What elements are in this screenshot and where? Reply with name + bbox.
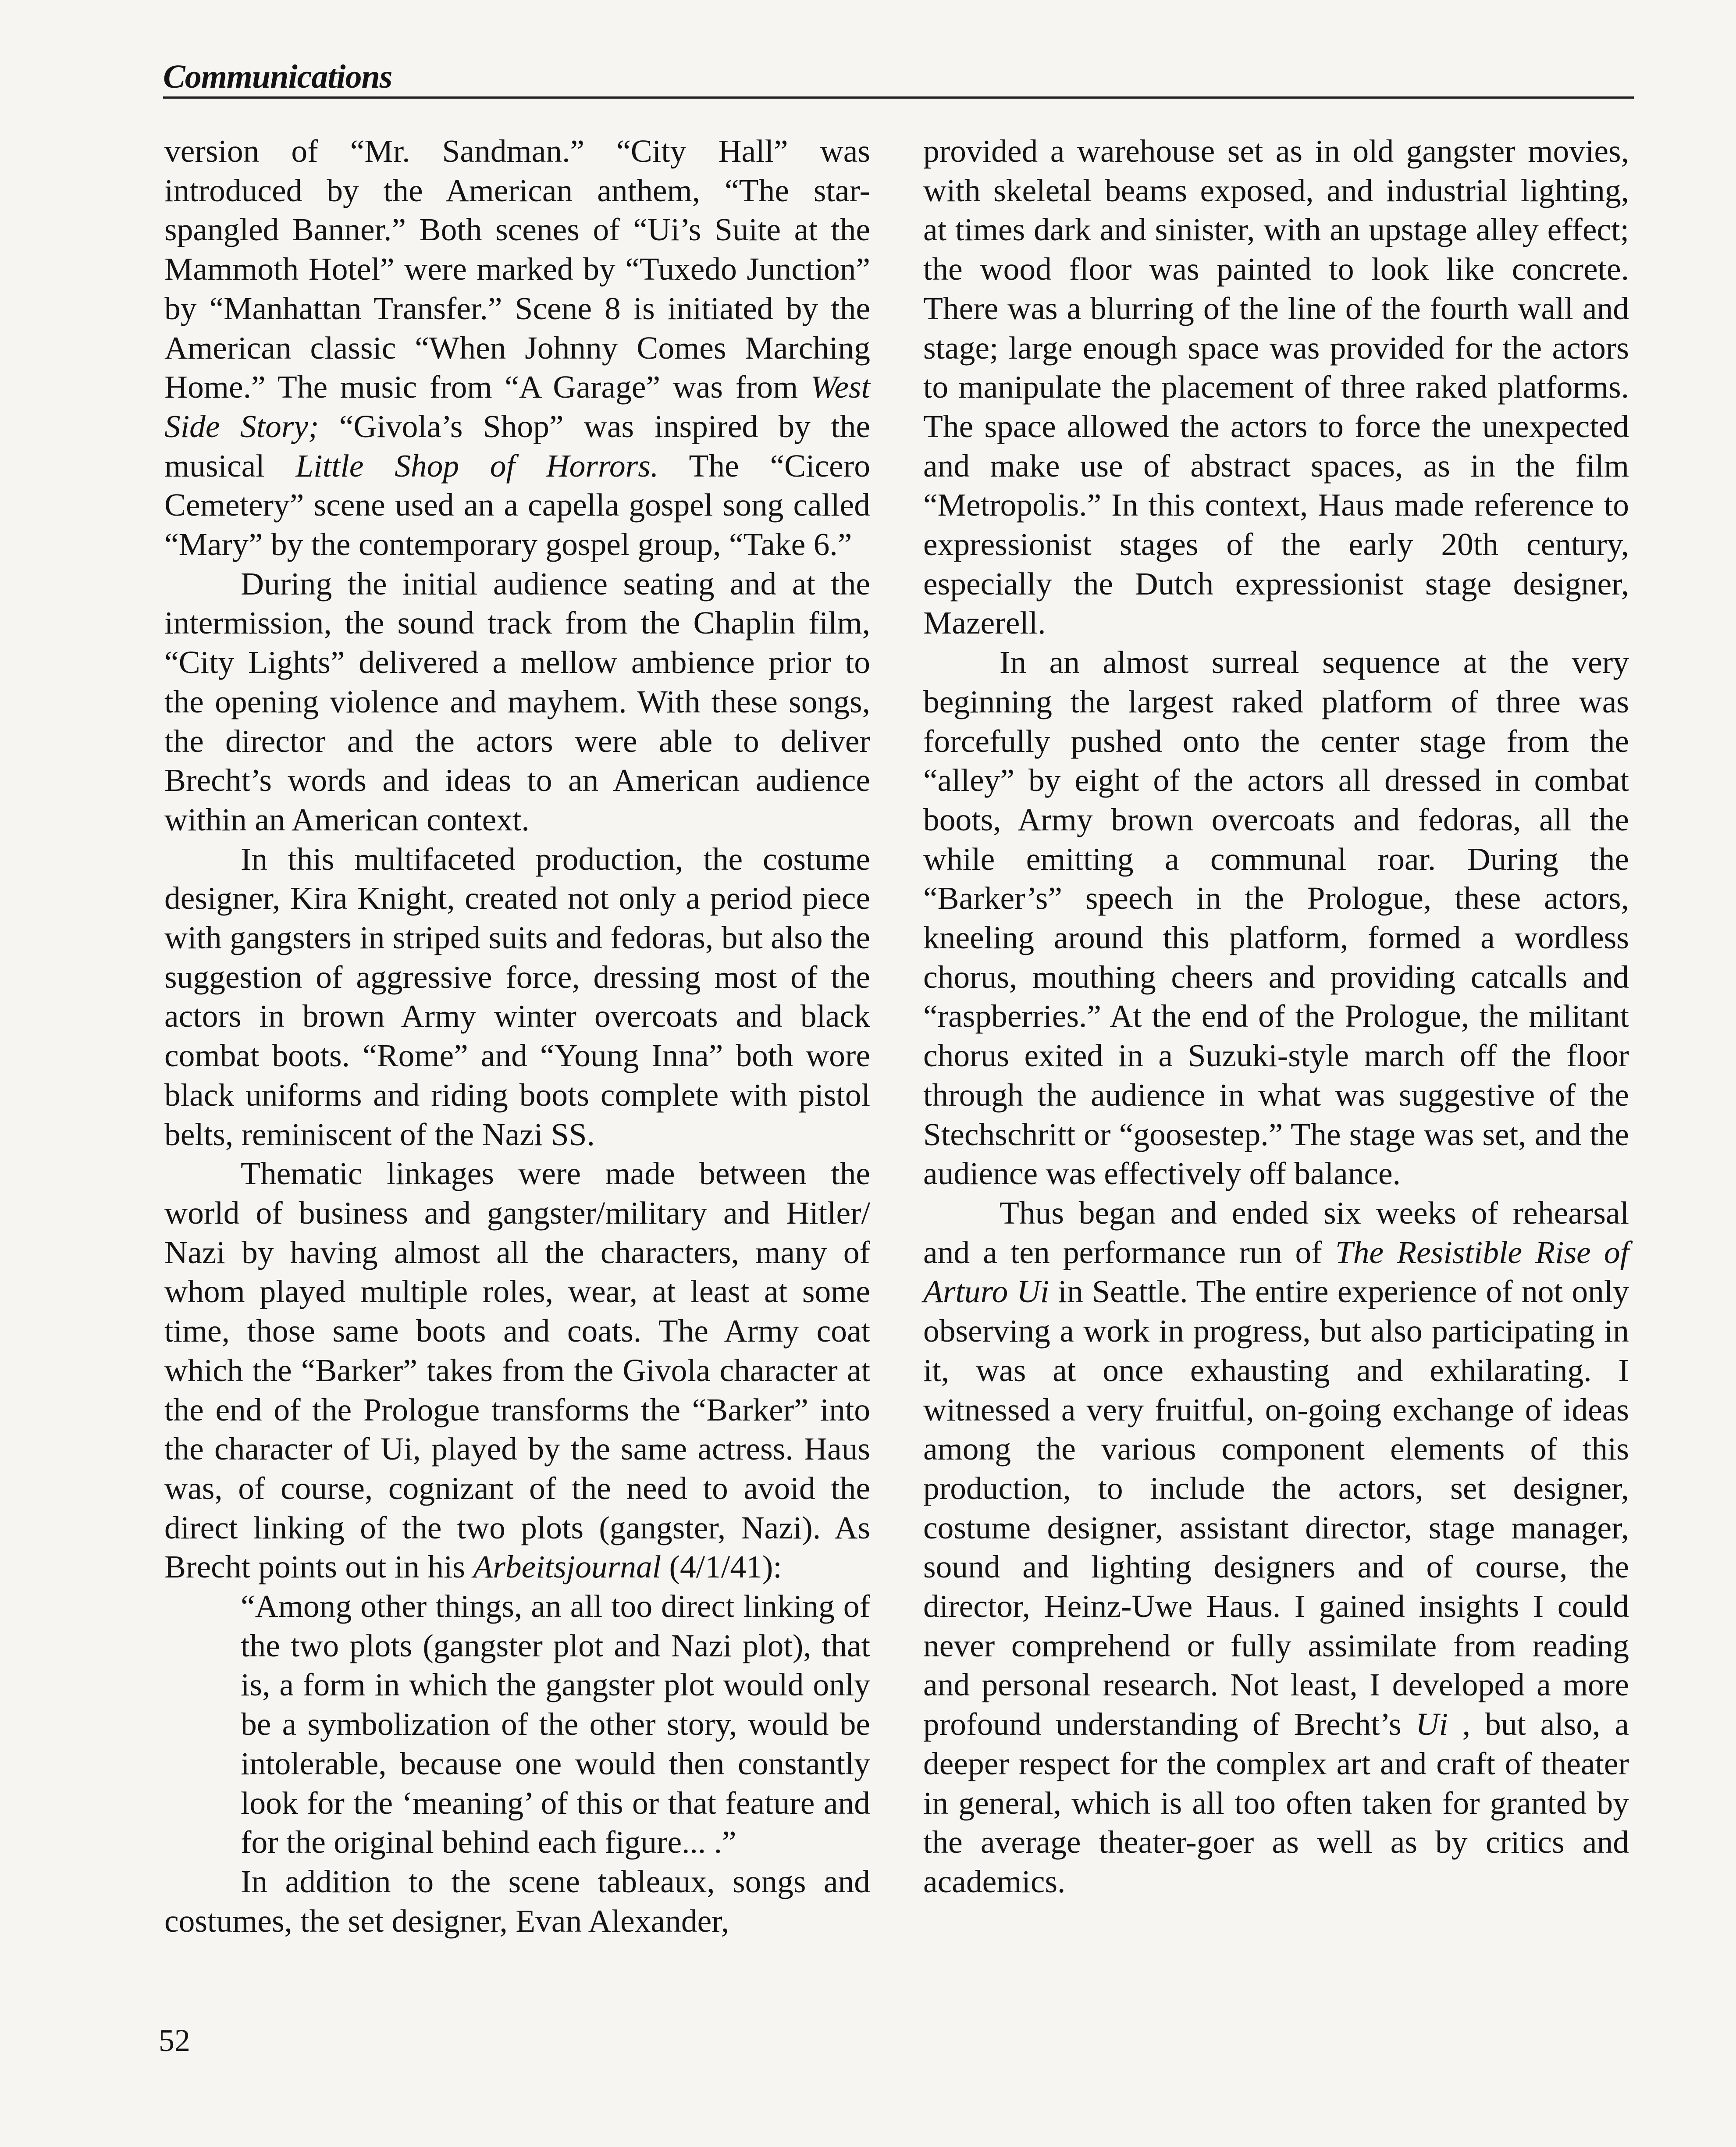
- section-title: Communications: [163, 58, 392, 95]
- right-paragraph-3: [923, 1193, 1629, 1901]
- right-paragraph-2: In an almost surreal sequence at the very beginning the largest raked platform of three was forcefully pushed onto the center stage from the “alley” by eight of the actors all dressed in combat boots, Army brown overcoats and fedoras, all the while emitting a communal roar. During the “Barker’s” speech in the Prologue, these actors, kneeling around this platform, formed a wordless chorus, mouthing cheers and providing catcalls and “raspberries.” At the end of the Prologue, the militant chorus exited in a Suzuki-style march off the floor through the audience in what was suggestive of the Stechschritt or “goosestep.” The stage was set, and the audience was effectively off balance.: [923, 644, 1629, 1192]
- block-quote: “Among other things, an all too direct linking of the two plots (gangster plot and Nazi plot), that is, a form in which the gangster plot would only be a symbolization of the other story, would be intolerable, because one would then constantly look for the ‘meaning’ of this or that feature and for the original behind each figure... .”: [241, 1588, 870, 1860]
- text-run: , but also, a deeper respect for the complex art and craft of theater in general, which is all too often taken for granted by the average theater-goer as well as by critics and academics.: [923, 1706, 1629, 1899]
- right-column: [923, 132, 1629, 1901]
- text-run: (4/1/41):: [661, 1549, 782, 1585]
- page-header: [163, 53, 1634, 96]
- header-rule: [163, 96, 1634, 99]
- page-number: 52: [159, 2023, 190, 2058]
- title-west-side-story: West Side Story;: [164, 369, 870, 444]
- text-run: Thematic linkages were made between the world of business and gangster/military and Hitler/ Nazi by having almost all the characters, many of whom played multiple roles, wear, at least at some time, those same boots and coats. The Army coat which the “Barker” takes from the Givola character at the end of the Prologue transforms the “Barker” into the character of Ui, played by the same actress. Haus was, of course, cognizant of the need to avoid the direct linking of the two plots (gangster, Nazi). As Brecht points out in his: [164, 1156, 870, 1585]
- text-run: Thus began and ended six weeks of rehearsal and a ten performance run of: [923, 1195, 1629, 1270]
- left-paragraph-3: In this multifaceted production, the costume designer, Kira Knight, created not only a period piece with gangsters in striped suits and fedoras, but also the suggestion of aggressive force, dressing most of the actors in brown Army winter overcoats and black combat boots. “Rome” and “Young Inna” both wore black uniforms and riding boots complete with pistol belts, reminiscent of the Nazi SS.: [164, 841, 870, 1152]
- left-column: [164, 132, 870, 1940]
- title-resistible-rise: The Resistible Rise of Arturo Ui: [923, 1234, 1629, 1310]
- left-paragraph-1: [164, 132, 870, 564]
- left-paragraph-4: [164, 1154, 870, 1587]
- text-run: in Seattle. The entire experience of not only observing a work in progress, but also participating in it, was at once exhausting and exhilarating. I witnessed a very fruitful, on-going exchange of ideas among the various component elements of this production, to include the actors, set designer, costume designer, assistant director, stage manager, sound and lighting designers and of course, the director, Heinz-Uwe Haus. I gained insights I could never comprehend or fully assimilate from reading and personal research. Not least, I developed a more profound understanding of Brecht’s: [923, 1274, 1629, 1742]
- title-arbeitsjournal: Arbeitsjournal: [473, 1549, 662, 1585]
- text-run: version of “Mr. Sandman.” “City Hall” was introduced by the American anthem, “The star-spangled Banner.” Both scenes of “Ui’s Suite at the Mammoth Hotel” were marked by “Tuxedo Junction” by “Manhattan Transfer.” Scene 8 is initiated by the American classic “When Johnny Comes Marching Home.” The music from “A Garage” was from: [164, 133, 870, 405]
- title-ui: Ui: [1416, 1706, 1448, 1742]
- left-paragraph-2: During the initial audience seating and at the intermission, the sound track from the Chaplin film, “City Lights” delivered a mellow ambience prior to the opening violence and mayhem. With these songs, the director and the actors were able to deliver Brecht’s words and ideas to an American audience within an American context.: [164, 566, 870, 837]
- title-little-shop-of-horrors: Little Shop of Horrors.: [295, 448, 659, 484]
- text-run: “Givola’s Shop” was inspired by the musical: [164, 408, 870, 484]
- left-paragraph-5: In addition to the scene tableaux, songs and costumes, the set designer, Evan Alexander,: [164, 1863, 870, 1939]
- text-run: The “Cicero Cemetery” scene used an a capella gospel song called “Mary” by the contemporary gospel group, “Take 6.”: [164, 448, 870, 563]
- right-paragraph-1: provided a warehouse set as in old gangster movies, with skeletal beams exposed, and industrial lighting, at times dark and sinister, with an upstage alley effect; the wood floor was painted to look like concrete. There was a blurring of the line of the fourth wall and stage; large enough space was provided for the actors to manipulate the placement of three raked platforms. The space allowed the actors to force the unexpected and make use of abstract spaces, as in the film “Metropolis.” In this context, Haus made reference to expressionist stages of the early 20th century, especially the Dutch expressionist stage designer, Mazerell.: [923, 133, 1629, 641]
